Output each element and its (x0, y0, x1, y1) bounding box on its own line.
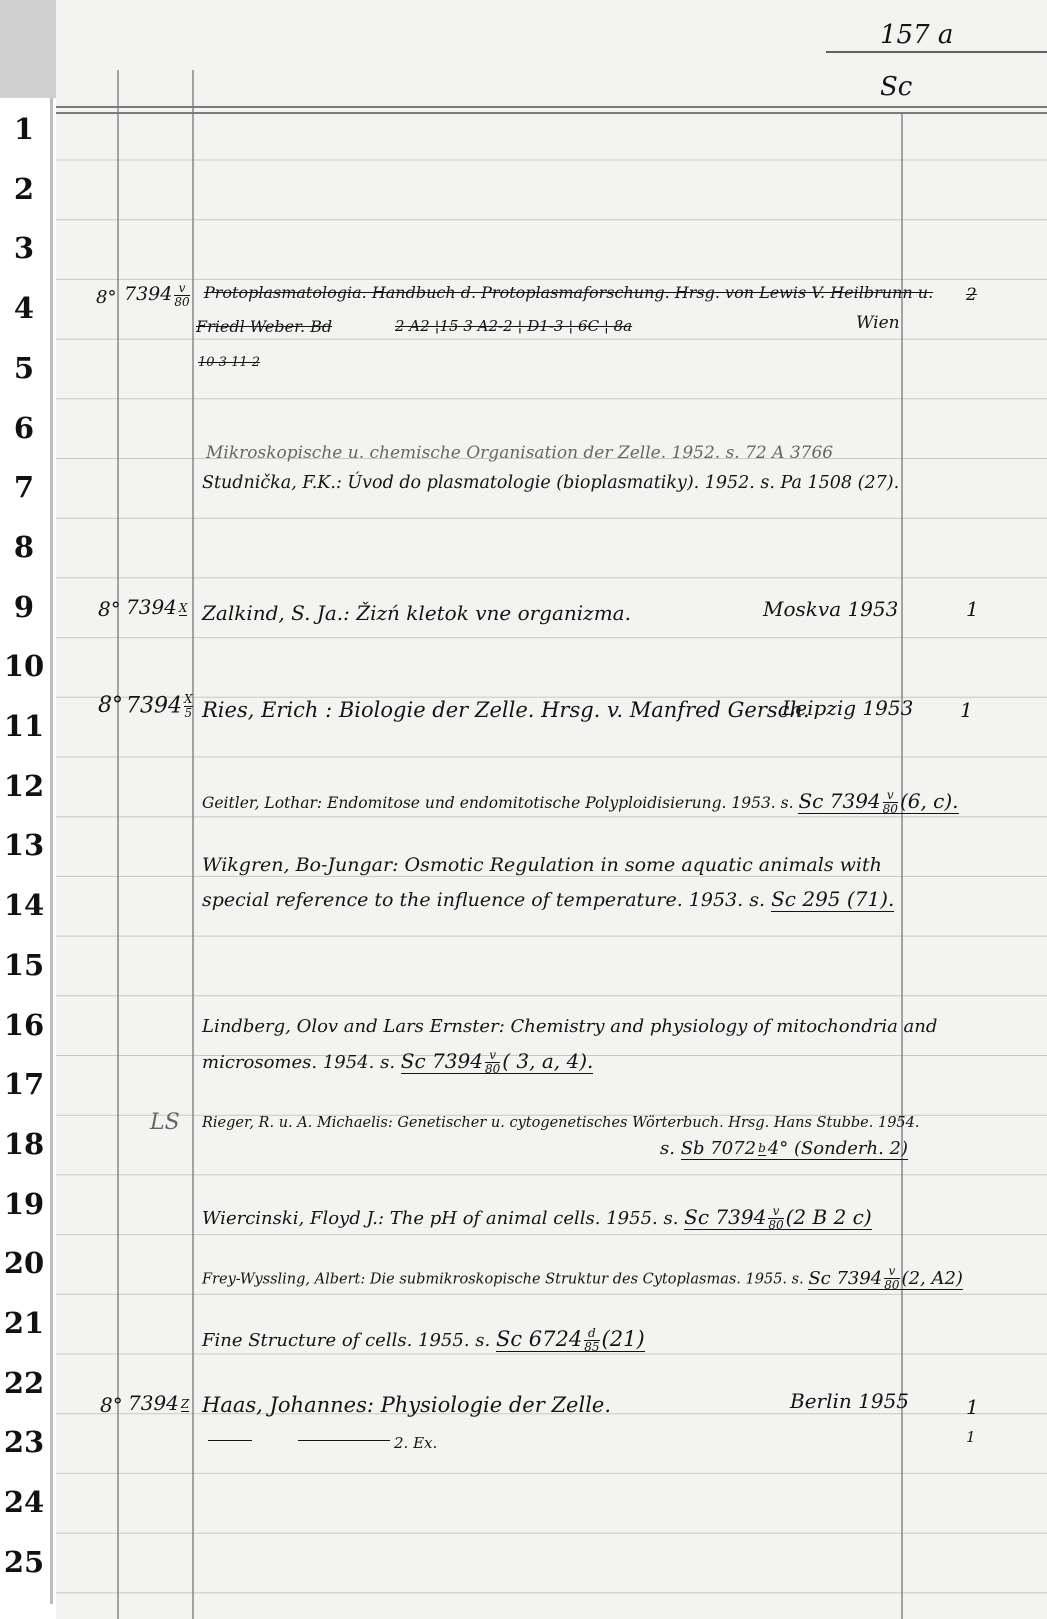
line-number: 4 (13, 291, 35, 326)
line-number: 11 (3, 709, 45, 743)
line-number: 3 (13, 231, 35, 266)
line-number: 7 (13, 470, 35, 505)
entry-title: Wikgren, Bo-Jungar: Osmotic Regulation in some aquatic animals with (202, 854, 882, 876)
line-number: 17 (3, 1067, 45, 1102)
entry-count: 1 (966, 1428, 976, 1446)
ditto-line (208, 1440, 252, 1441)
entry-title: Protoplasmatologia. Handbuch d. Protoplasmaforschung. Hrsg. von Lewis V. Heilbrunn u. (204, 283, 934, 302)
line-number: 9 (13, 589, 35, 624)
line-number: 25 (3, 1544, 45, 1579)
entry-count: 1 (960, 698, 973, 722)
entry-title: Haas, Johannes: Physiologie der Zelle. (202, 1393, 612, 1417)
entry-shelfmark: 7394 $\frac{X}{5}$ (126, 692, 193, 720)
line-number: 1 (13, 112, 35, 146)
line-number-strip (0, 98, 53, 1604)
page-number: 157 a (880, 20, 954, 50)
line-number: 20 (3, 1246, 45, 1281)
section-code: Sc (880, 72, 913, 102)
entry-margin-note: LS (150, 1110, 180, 1135)
entry-count: 2 (966, 285, 977, 305)
line-number: 23 (3, 1425, 45, 1460)
line-number: 5 (13, 350, 35, 385)
entry-volumes: 2 A2 ¦15 3 A2-2 ¦ D1-3 ¦ 6C ¦ 8a (395, 317, 633, 335)
line-number: 16 (3, 1007, 45, 1042)
line-number: 8 (13, 529, 35, 564)
ditto-line (298, 1440, 390, 1441)
entry-title: Wiercinski, Floyd J.: The pH of animal cells. 1955. s. Sc 7394 $\frac{v}{80}$ (2 B 2 c) (202, 1204, 872, 1232)
line-number: 10 (3, 649, 45, 684)
entry-editor-line: Friedl Weber. Bd (196, 317, 333, 336)
entry-title: Zalkind, S. Ja.: Žizń kletok vne organizma. (202, 601, 631, 625)
entry-title-cont: microsomes. 1954. s. Sc 7394 $\frac{v}{80}$ ( 3, a, 4). (202, 1048, 594, 1076)
line-number: 2 (13, 171, 35, 206)
entry-format: 8° (98, 597, 121, 621)
line-number: 21 (3, 1306, 45, 1340)
line-number: 15 (3, 947, 45, 982)
entry-title: Frey-Wyssling, Albert: Die submikroskopische Struktur des Cytoplasmas. 1955. s. Sc 7394 $\frac{v}{80}$ (2, A2) (202, 1264, 963, 1292)
entry-title-cont: s. Sb 7072 b 4° (Sonderh. 2) (660, 1138, 909, 1159)
entry-shelfmark: 7394 Z (128, 1391, 190, 1415)
scan-corner (0, 0, 58, 98)
entry-title-cont: special reference to the influence of temperature. 1953. s. Sc 295 (71). (202, 887, 895, 911)
line-number: 22 (3, 1365, 45, 1400)
line-number: 18 (3, 1126, 45, 1161)
entry-title: Lindberg, Olov and Lars Ernster: Chemistry and physiology of mitochondria and (202, 1016, 938, 1037)
entry-place: Moskva 1953 (763, 597, 899, 621)
entry-shelfmark (124, 281, 192, 309)
line-number: 24 (3, 1485, 45, 1520)
entry-shelfmark: 7394 X (126, 595, 188, 619)
entry-format: 8° (100, 1393, 123, 1417)
entry-place: Berlin 1955 (790, 1389, 910, 1413)
entry-title: Studnička, F.K.: Úvod do plasmatologie (bioplasmatiky). 1952. s. Pa 1508 (27). (202, 473, 900, 493)
entry-format: 8° (96, 287, 117, 308)
entry-title: Ries, Erich : Biologie der Zelle. Hrsg. v. Manfred Gersch. (202, 698, 810, 722)
line-number: 13 (3, 828, 45, 863)
line-number: 14 (3, 888, 45, 923)
entry-volumes-2: 10 3 11 2 (198, 355, 261, 370)
entry-place: Leipzig 1953 (782, 696, 914, 720)
entry-count: 1 (966, 597, 979, 621)
entry-place: Wien (856, 313, 900, 333)
entry-count: 1 (966, 1395, 979, 1419)
entry-copy-note: 2. Ex. (394, 1434, 438, 1452)
entry-title: Rieger, R. u. A. Michaelis: Genetischer u. cytogenetisches Wörterbuch. Hrsg. Hans Stubbe. 1954. (202, 1115, 920, 1131)
entry-title: Mikroskopische u. chemische Organisation der Zelle. 1952. s. 72 A 3766 (206, 443, 834, 463)
line-number: 19 (3, 1186, 45, 1221)
line-number: 12 (3, 768, 45, 803)
entry-format: 8° (98, 693, 123, 718)
shelfmark-number: 7394 (124, 283, 173, 305)
line-number: 6 (13, 410, 35, 445)
entry-title: Geitler, Lothar: Endomitose und endomitotische Polyploidisierung. 1953. s. Sc 7394 $\frac{v}{80}$ (6, c). (202, 788, 959, 816)
entry-title: Fine Structure of cells. 1955. s. Sc 6724 $\frac{d}{85}$ (21) (202, 1326, 645, 1354)
shelfmark-fraction: $\frac{v}{80}$ (174, 280, 190, 309)
